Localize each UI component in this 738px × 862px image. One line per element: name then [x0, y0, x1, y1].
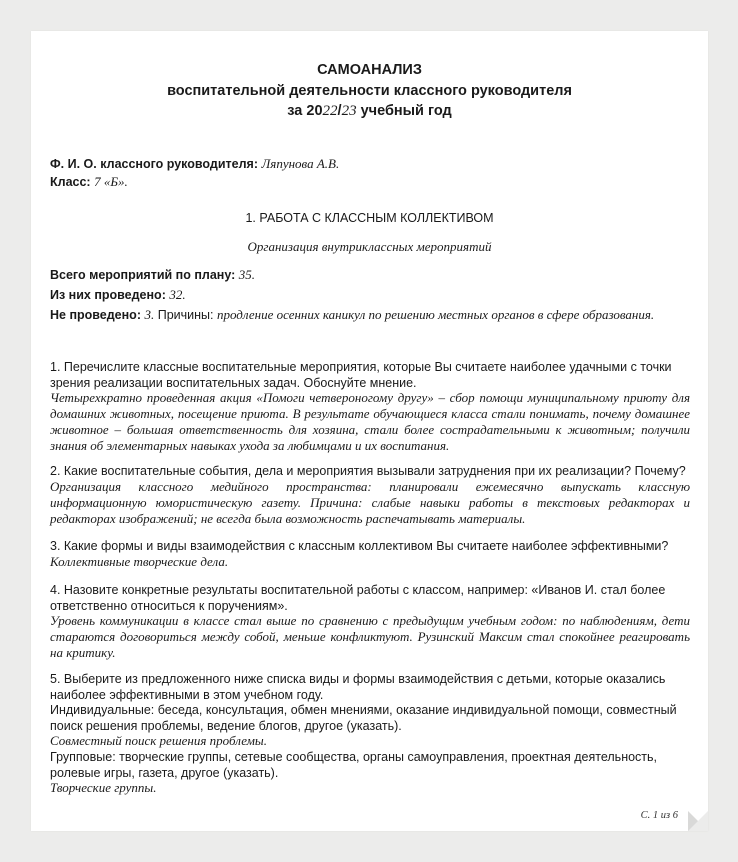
answer-4: Уровень коммуникации в классе стал выше по сравнению с предыдущим учебным годом: по наблюдениям, дети стараются договориться между собой, меньше конфликтуют. Рузинский Максим стал спокойнее реагировать на критику.	[50, 613, 690, 660]
answer-3: Коллективные творческие дела.	[50, 554, 229, 569]
reason-value: продление осенних каникул по решению местных органов в сфере образования.	[216, 307, 655, 322]
done-label: Из них проведено:	[50, 288, 166, 302]
class-line	[50, 174, 128, 190]
doc-year: за 2022/23 учебный год	[287, 103, 452, 119]
teacher-line	[50, 156, 339, 172]
notdone-line	[50, 307, 654, 323]
page-curl-shadow	[688, 811, 708, 831]
group-answer: Творческие группы.	[50, 780, 157, 795]
doc-title: САМОАНАЛИЗ	[317, 62, 422, 78]
group-forms: Групповые: творческие группы, сетевые сообщества, органы самоуправления, проектная деятельность, ролевые игры, газета, другое (указать).	[50, 750, 658, 780]
notdone-label: Не проведено:	[50, 308, 141, 322]
section-subtitle: Организация внутриклассных мероприятий	[247, 239, 492, 254]
question-1: 1. Перечислите классные воспитательные мероприятия, которые Вы считаете наиболее удачными с точки зрения реализации воспитательных задач. Обоснуйте мнение.	[50, 360, 672, 390]
question-3: 3. Какие формы и виды взаимодействия с классным коллективом Вы считаете наиболее эффективными?	[50, 539, 669, 553]
notdone-value: 3.	[144, 307, 155, 322]
planned-value: 35.	[238, 267, 256, 282]
answer-1: Четырехкратно проведенная акция «Помоги четвероногому другу» – сбор помощи муниципальному приюту для домашних животных, посещение приюта. В результате обучающиеся класса стали понимать, почему домашнее животное – большая ответственность для хозяина, стали более сострадательными к животным; получили знания об элементарных навыках ухода за любимцами и их воспитания.	[50, 390, 690, 453]
class-label: Класс:	[50, 175, 91, 189]
individual-answer: Совместный поиск решения проблемы.	[50, 733, 267, 748]
individual-forms: Индивидуальные: беседа, консультация, обмен мнениями, оказание индивидуальной помощи, совместный поиск решения проблемы, ведение блогов, другое (указать).	[50, 703, 677, 733]
answer-2: Организация классного медийного пространства: планировали ежемесячно выпускать классную информационную юмористическую газету. Причина: слабые навыки работы в текстовых редакторах и редакторах изображений; не всегда была возможность распечатывать материалы.	[50, 479, 690, 526]
document-page	[31, 31, 708, 831]
reason-label: Причины:	[157, 308, 214, 322]
class-value: 7 «Б».	[94, 174, 128, 189]
planned-line	[50, 267, 255, 283]
planned-label: Всего мероприятий по плану:	[50, 268, 236, 282]
section-title: 1. РАБОТА С КЛАССНЫМ КОЛЛЕКТИВОМ	[245, 211, 494, 225]
teacher-label: Ф. И. О. классного руководителя:	[50, 157, 258, 171]
done-value: 32.	[169, 287, 186, 302]
done-line	[50, 287, 186, 303]
question-4: 4. Назовите конкретные результаты воспитательной работы с классом, например: «Иванов И. стал более ответственно относиться к поручениям».	[50, 583, 666, 613]
teacher-value: Ляпунова А.В.	[261, 156, 340, 171]
question-2: 2. Какие воспитательные события, дела и мероприятия вызывали затруднения при их реализации? Почему?	[50, 464, 686, 478]
question-5: 5. Выберите из предложенного ниже списка виды и формы взаимодействия с детьми, которые оказались наиболее эффективными в этом учебном году.	[50, 672, 666, 702]
page-number: С. 1 из 6	[640, 810, 678, 821]
doc-subtitle: воспитательной деятельности классного руководителя	[167, 83, 572, 99]
